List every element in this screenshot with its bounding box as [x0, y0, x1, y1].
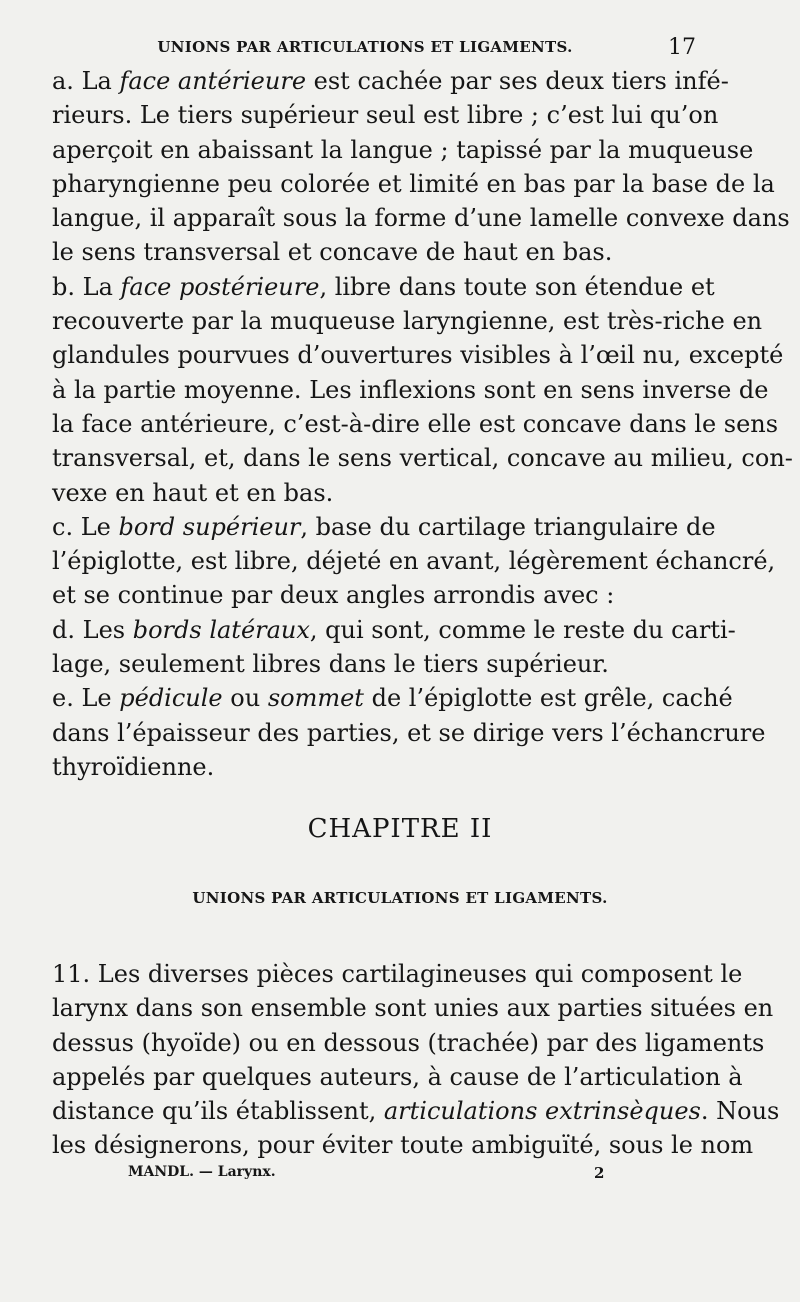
text-run: larynx dans son ensemble sont unies aux parties situées en: [52, 994, 774, 1023]
text-run: e.: [52, 684, 82, 713]
text-run: dans l’épaisseur des parties, et se dirige vers l’échancrure: [52, 718, 766, 747]
text-run: pharyngienne peu colorée et limité en bas par la base de la: [52, 169, 775, 198]
text-line: [52, 304, 763, 338]
text-run: vexe en haut et en bas.: [52, 478, 334, 507]
text-line: [52, 338, 784, 372]
text-line: [52, 1060, 743, 1094]
text-line: [52, 167, 775, 201]
text-run: la face antérieure, c’est-à-dire elle est concave dans le sens: [52, 409, 779, 438]
text-run: rieurs. Le tiers supérieur seul est libre ; c’est lui qu’on: [52, 101, 719, 130]
text-line: [52, 647, 697, 681]
footer-author: MANDL. — Larynx.: [128, 1164, 276, 1180]
text-run: les désignerons, pour éviter toute ambiguïté, sous le nom: [52, 1131, 754, 1160]
text-run: l’épiglotte, est libre, déjeté en avant, légèrement échancré,: [52, 547, 776, 576]
page-footer: [0, 1164, 800, 1184]
running-title: UNIONS PAR ARTICULATIONS ET LIGAMENTS.: [157, 38, 573, 56]
text-line: [52, 681, 733, 715]
text-run: recouverte par la muqueuse laryngienne, est très-riche en: [52, 307, 763, 336]
text-run: d.: [52, 615, 83, 644]
page-number: 17: [668, 35, 696, 60]
text-line: [52, 64, 729, 98]
text-line: [52, 544, 776, 578]
chapter-title: CHAPITRE II: [307, 814, 493, 844]
text-run: aperçoit en abaissant la langue ; tapissé par la muqueuse: [52, 135, 754, 164]
text-line: [52, 98, 719, 132]
text-line: [52, 441, 793, 475]
text-line: [52, 578, 697, 612]
italic-term: face postérieure: [120, 272, 320, 301]
text-run: , base du cartilage triangulaire de: [300, 512, 716, 541]
text-run: c.: [52, 512, 81, 541]
text-line: [52, 407, 779, 441]
text-line: [52, 373, 769, 407]
text-line: [52, 133, 754, 167]
signature-mark: 2: [594, 1164, 605, 1182]
text-line: [52, 1094, 780, 1128]
text-line: [52, 1128, 754, 1162]
text-run: b.: [52, 272, 83, 301]
text-run: thyroïdienne.: [52, 752, 215, 781]
text-run: , qui sont, comme le reste du carti-: [309, 615, 736, 644]
text-run: transversal, et, dans le sens vertical, concave au milieu, con-: [52, 444, 793, 473]
italic-term: pédicule: [119, 684, 223, 713]
text-line: [52, 476, 697, 510]
text-line: [52, 991, 774, 1025]
text-run: dessus (hyoïde) ou en dessous (trachée) par des ligaments: [52, 1028, 765, 1057]
text-run: lage, seulement libres dans le tiers supérieur.: [52, 650, 609, 679]
text-run: est cachée par ses deux tiers infé-: [306, 67, 729, 95]
text-run: La: [81, 67, 120, 95]
text-line: [52, 235, 697, 269]
text-run: ou: [222, 684, 268, 713]
text-run: glandules pourvues d’ouvertures visibles à l’œil nu, excepté: [52, 341, 784, 370]
section-title: UNIONS PAR ARTICULATIONS ET LIGAMENTS.: [192, 889, 608, 907]
text-run: de l’épiglotte est grêle, caché: [363, 684, 733, 713]
text-line: [52, 1026, 765, 1060]
italic-term: sommet: [267, 684, 364, 713]
italic-term: articulations extrinsèques: [383, 1097, 701, 1126]
text-run: Le: [80, 512, 119, 541]
text-run: langue, il apparaît sous la forme d’une lamelle convexe dans: [52, 204, 790, 233]
body-paragraphs: [52, 64, 793, 784]
text-line: [52, 750, 697, 784]
italic-term: bord supérieur: [118, 512, 301, 541]
text-line: [52, 716, 766, 750]
text-run: et se continue par deux angles arrondis avec :: [52, 581, 615, 610]
text-run: a.: [52, 67, 82, 95]
running-head: [0, 35, 800, 60]
italic-term: face antérieure: [119, 67, 307, 95]
text-line: [52, 201, 790, 235]
text-line: [52, 270, 715, 304]
text-run: 11. Les diverses pièces cartilagineuses qui composent le: [52, 960, 743, 988]
text-run: . Nous: [700, 1097, 780, 1126]
text-run: La: [82, 272, 121, 301]
text-run: , libre dans toute son étendue et: [319, 272, 715, 301]
text-run: le sens transversal et concave de haut en bas.: [52, 238, 613, 267]
text-run: Le: [81, 684, 120, 713]
text-line: [52, 957, 743, 991]
italic-term: bords latéraux: [132, 615, 310, 644]
text-run: distance qu’ils établissent,: [52, 1097, 384, 1126]
text-run: appelés par quelques auteurs, à cause de l’articulation à: [52, 1062, 743, 1091]
text-line: [52, 613, 736, 647]
section-paragraph: [52, 957, 780, 1163]
text-run: à la partie moyenne. Les inflexions sont en sens inverse de: [52, 375, 769, 404]
text-line: [52, 510, 716, 544]
text-run: Les: [82, 615, 133, 644]
